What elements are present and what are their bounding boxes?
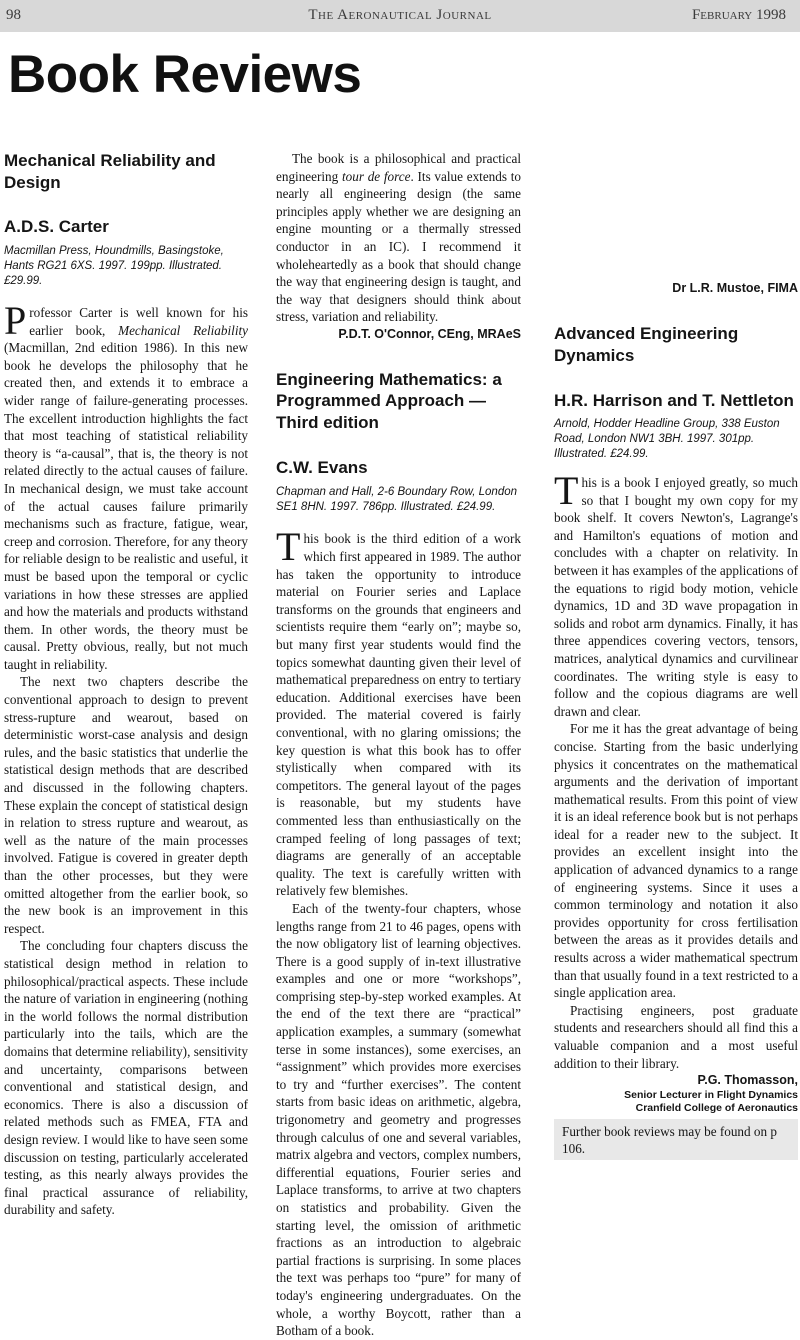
review2-reviewer: Dr L.R. Mustoe, FIMA — [672, 281, 798, 295]
review2-paragraph-2: Each of the twenty-four chapters, whose lengths range from 21 to 46 pages, opens with the now obligatory list of learning objectives. There is a good supply of in-text illustrative examples and one or more “workshops”, comprising step-by-step worked examples. At the end of the text there are “practical” application examples, a summary (somewhat terse in some instances), some exercises, an “assignment” which provides more exercises to try and “further exercises”. The content starts from basic ideas on arithmetic, algebra, trigonometry and geometry and progresses through calculus of one and several variables, matrix algebra and vectors, complex numbers, differential equations, Fourier series and Laplace transforms, to arrive at two chapters on statistics and probability. Given the starting level, the omission of arithmetic fractions as an introduction to algebraic partial fractions is surprising. In some places the text was perhaps too “pure” for many of today's engineering undergraduates. On the whole, a worthy Boycott, rather than a Botham of a book. — [276, 900, 521, 1339]
review3-reviewer-org: Cranfield College of Aeronautics — [635, 1102, 798, 1115]
section-title: Book Reviews — [8, 45, 362, 104]
drop-cap: P — [4, 298, 27, 343]
review1-paragraph-1: Professor Carter is well known for his earlier book, Mechanical Reliability (Macmillan, 2nd edition 1986). In this new book he develops the philosophy that he created then, and extends it to embrace a wider range of failure-generating processes. The excellent introduction highlights the fact that most teaching of statistical reliability theory is “a-causal”, that is, the theory is not related directly to the actual causes of failure. In mechanical design, we must take account of the actual causes failure primarily mechanisms such as fracture, fatigue, wear, creep and corrosion. Therefore, for any theory for reliable design to be realistic and useful, it must be based upon the temporal or cyclic variations in how these stresses are applied and how the materials and products withstand them. In other words, the theory must be causal. Pretty obvious, really, but not much taught in reliability. — [4, 298, 248, 672]
review2-publisher: Chapman and Hall, 2-6 Boundary Row, London SE1 8HN. 1997. 786pp. Illustrated. £24.99. — [276, 486, 518, 514]
review1-paragraph-2: The next two chapters describe the conventional approach to design to prevent stress-rupture and wearout, based on deterministic worst-case analysis and design rules, and the basic statistics that underlie the statistical design methods that are described and discussed in the following chapters. These explain the concept of statistical design in relation to stress rupture and wearout, as well as the nature of the main processes involved. Fatigue is covered in greater depth than the other processes, but they were omitted altogether from the earlier book, so the new book is an improvement in this respect. — [4, 674, 248, 936]
review1-author: A.D.S. Carter — [4, 217, 109, 236]
review1-title: Mechanical Reliability and Design — [4, 151, 216, 192]
review2-title: Engineering Mathematics: a Programmed Approach — Third edition — [276, 369, 502, 432]
review2-paragraph-1: This book is the third edition of a work which first appeared in 1989. The author has taken the opportunity to introduce material on Fourier series and Laplace transforms on the grounds that engineers and scientists require them “early on”; maybe so, but many first year students would find the topics somewhat daunting given their level of mathematical preparedness on entry to tertiary education. Additional exercises have been provided. The material covered is fairly conventional, with no glaring omissions; the key question is what this book has to offer stylistically when compared with its competitors. The general layout of the pages is reasonable, but my students have commented less than enthusiastically on the cramped feeling of long passages of text; diagrams are generally of an acceptable quality. The text is carefully written with relatively few blemishes. — [276, 524, 521, 899]
column-3 — [554, 150, 798, 1160]
review1-reviewer: P.D.T. O'Connor, CEng, MRAeS — [338, 326, 521, 341]
review1-publisher: Macmillan Press, Houndmills, Basingstoke, Hants RG21 6XS. 1997. 199pp. Illustrated. £29.99. — [4, 245, 224, 287]
review3-paragraph-1: This is a book I enjoyed greatly, so much so that I bought my own copy for my book shelf. It covers Newton's, Lagrange's and Hamilton's equations of motion and concludes with a chapter on relativity. In between it has examples of the applications of the equations to rigid body motion, vehicle dynamics, 1D and 3D wave propagation in solids and robot arm dynamics. Finally, it has three appendices covering vectors, tensors, matrices, analytical dynamics and curvilinear coordinates. The writing style is easy to follow and the copious diagrams are well drawn and clear. — [554, 468, 798, 719]
drop-cap: T — [554, 468, 579, 513]
drop-cap: T — [276, 524, 301, 570]
running-header — [0, 0, 800, 32]
review3-publisher: Arnold, Hodder Headline Group, 338 Euston Road, London NW1 3BH. 1997. 301pp. Illustrated. £24.99. — [554, 418, 780, 460]
review1-paragraph-3: The concluding four chapters discuss the statistical design method in relation to philosophical/practical aspects. These include the nature of variation in engineering (nothing in the world follows the normal distribution particularly into the tails, which are the domains that determine reliability), sensitivity and uncertainty, comparisons between conventional and statistical design, and economics. There is also a discussion of related methods such as FMEA, FTA and design review. I would like to have seen some discussion on testing, particularly accelerated testing, as this nearly always provides the final practical assurance of reliability, durability and safety. — [4, 938, 248, 1218]
journal-name: The Aeronautical Journal — [308, 7, 492, 23]
page-number: 98 — [6, 7, 21, 23]
column-2 — [276, 150, 521, 1340]
issue-date: February 1998 — [691, 7, 786, 23]
column-1 — [4, 150, 248, 1219]
review3-paragraph-2: For me it has the great advantage of being concise. Starting from the basic underlying physics it concentrates on the mathematical arguments and the derivation of important mathematical results. From this point of view it is an ideal reference book but is not perhaps ideal for a reader new to the subject. It provides an excellent insight into the application of advanced dynamics to a range of engineering systems. Since it uses a common terminology and notation it also provides opportunity for cross fertilisation between the areas as it provides details and results across a wider mathematical spectrum than that usually found in a text restricted to a single application area. — [554, 721, 798, 1001]
review3-paragraph-3: Practising engineers, post graduate students and researchers should all find this a valuable companion and a most useful addition to their library. — [554, 1002, 798, 1071]
further-reviews-note: Further book reviews may be found on p 106. — [554, 1119, 798, 1160]
book-title-ref: Mechanical Reliability — [118, 322, 248, 338]
review3-title: Advanced Engineering Dynamics — [554, 324, 739, 365]
review2-author: C.W. Evans — [276, 458, 368, 478]
review3-reviewer-role: Senior Lecturer in Flight Dynamics — [624, 1089, 798, 1102]
review3-reviewer: P.G. Thomasson, — [697, 1073, 798, 1088]
review3-author: H.R. Harrison and T. Nettleton — [554, 391, 794, 410]
review1-paragraph-4: The book is a philosophical and practical engineering tour de force. Its value extends to nearly all engineering design (the same principles apply whether we are designing an engine mounting or a thermally stressed conductor in an IC). I recommend it wholeheartedly as a book that should change the way that engineering design is taught, and the way that designers should think about stress, variation and reliability. — [276, 151, 521, 325]
